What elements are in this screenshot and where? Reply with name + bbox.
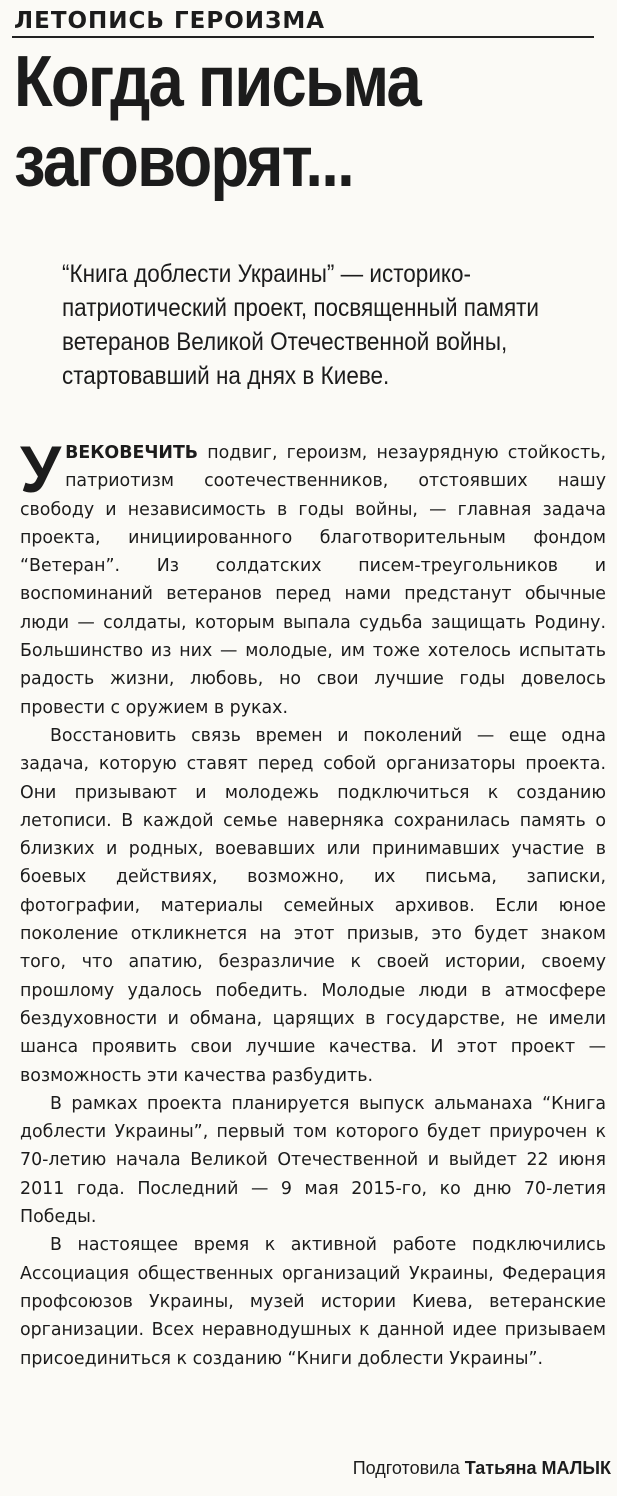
lead-paragraph: “Книга доблести Украины” — историко-патриотический проект, посвященный памяти ветеранов Великой Отечественной войны, стартовавший на днях в Киеве. — [62, 260, 540, 390]
headline-line-2: заговорят... — [14, 122, 353, 202]
article-body — [20, 432, 606, 1373]
section-rubric: ЛЕТОПИСЬ ГЕРОИЗМА — [12, 6, 594, 38]
drop-cap: У — [20, 432, 62, 506]
lead-word: ВЕКОВЕЧИТЬ — [65, 443, 199, 463]
byline-prefix: Подготовила — [352, 1458, 465, 1478]
headline — [14, 42, 577, 202]
paragraph-1-text: подвиг, героизм, незаурядную стойкость, патриотизм соотечественников, отстоявших нашу свободу и независимость в годы войны, — главная задача проекта, инициированного благотворительным фондом “Ветеран”. Из солдатских писем-треугольников и воспоминаний ветеранов перед нами предстанут обычные люди — солдаты, которым выпала судьба защищать Родину. Большинство из них — молодые, им тоже хотелось испытать радость жизни, любовь, но свои лучшие годы довелось провести с оружием в руках. — [20, 443, 606, 718]
headline-line-1: Когда письма — [14, 42, 420, 122]
byline — [353, 1456, 611, 1480]
article-paragraph-3: В рамках проекта планируется выпуск альманаха “Книга доблести Украины”, первый том которого будет приурочен к 70-летию начала Великой Отечественной и выйдет 22 июня 2011 года. Последний — 9 мая 2015-го, ко дню 70-летия Победы. — [20, 1093, 606, 1228]
article-paragraph-1 — [20, 432, 606, 722]
article-paragraph-4: В настоящее время к активной работе подключились Ассоциация общественных организаций Украины, Федерация профсоюзов Украины, музей истории Киева, ветеранские организации. Всех неравнодушных к данной идее призываем присоединиться к созданию “Книги доблести Украины”. — [20, 1235, 606, 1369]
article-paragraph-2: Восстановить связь времен и поколений — еще одна задача, которую ставят перед собой организаторы проекта. Они призывают и молодежь подключиться к созданию летописи. В каждой семье наверняка сохранилась память о близких и родных, воевавших или принимавших участие в боевых действиях, возможно, их письма, записки, фотографии, материалы семейных архивов. Если юное поколение откликнется на этот призыв, это будет знаком того, что апатию, безразличие к своей истории, своему прошлому удалось победить. Молодые люди в атмосфере бездуховности и обмана, царящих в государстве, не имели шанса проявить свои лучшие качества. И этот проект — возможность эти качества разбудить. — [20, 725, 606, 1086]
byline-author: Татьяна МАЛЫК — [464, 1458, 611, 1478]
